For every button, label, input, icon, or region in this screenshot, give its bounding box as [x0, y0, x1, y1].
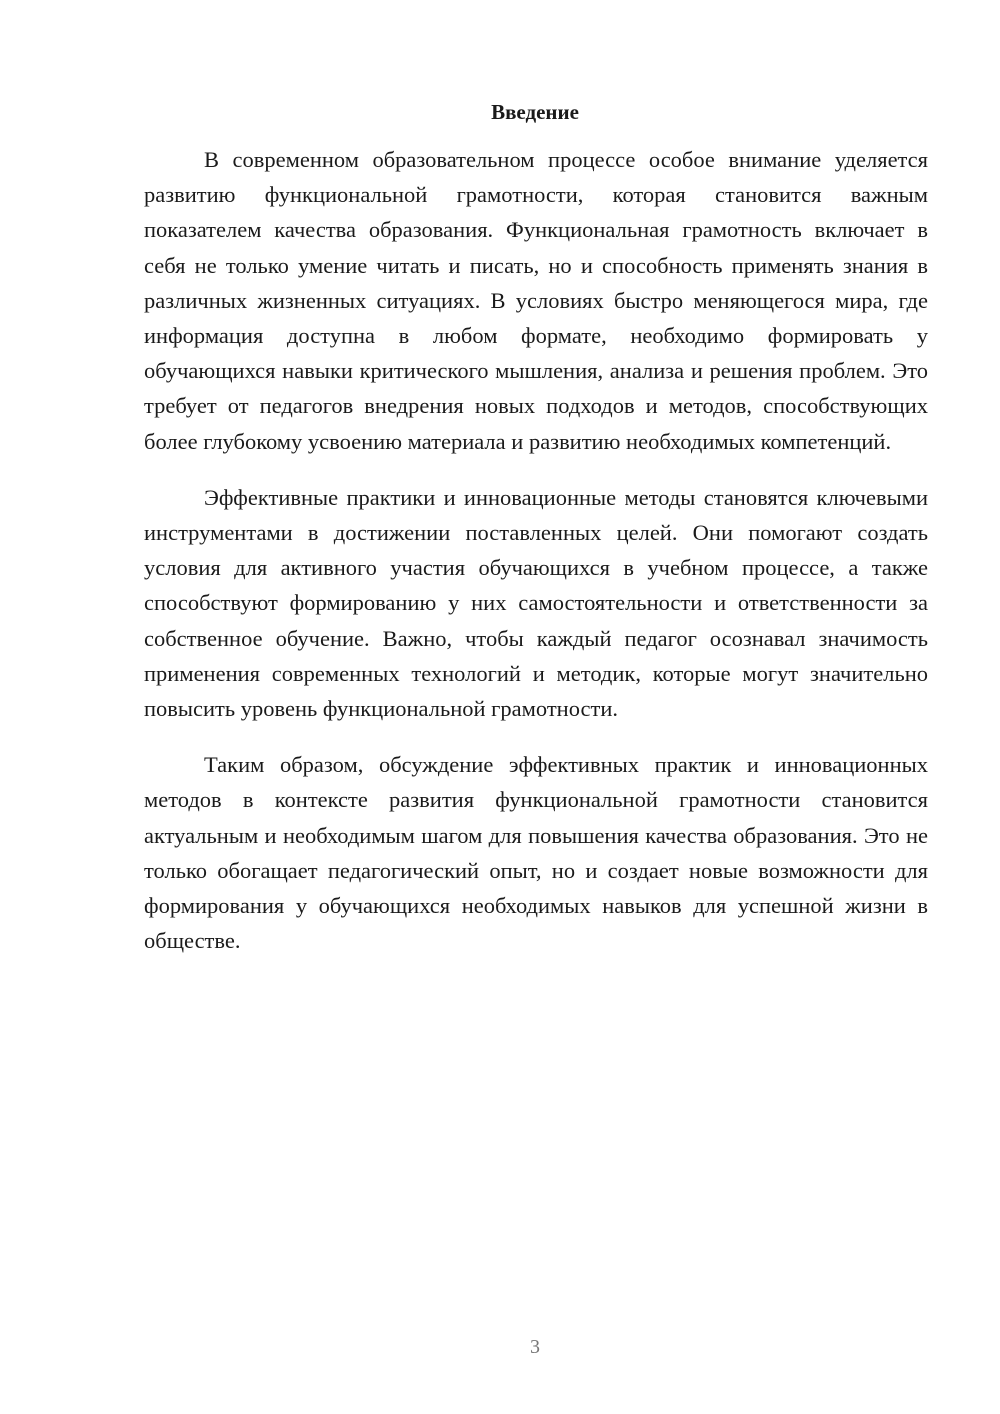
section-title: Введение [491, 100, 579, 124]
paragraph-2: Эффективные практики и инновационные методы становятся ключевыми инструментами в достижении поставленных целей. Они помогают создать условия для активного участия обучающихся в учебном процессе, а также способствуют формированию у них самостоятельности и ответственности за собственное обучение. Важно, чтобы каждый педагог осознавал значимость применения современных технологий и методик, которые могут значительно повысить уровень функциональной грамотности. [144, 484, 928, 722]
paragraph-3: Таким образом, обсуждение эффективных практик и инновационных методов в контексте развития функциональной грамотности становится актуальным и необходимым шагом для повышения качества образования. Это не только обогащает педагогический опыт, но и создает новые возможности для формирования у обучающихся необходимых навыков для успешной жизни в обществе. [144, 752, 928, 954]
body-text [144, 142, 928, 979]
paragraph-1: В современном образовательном процессе особое внимание уделяется развитию функциональной грамотности, которая становится важным показателем качества образования. Функциональная грамотность включает в себя не только умение читать и писать, но и способность применять знания в различных жизненных ситуациях. В условиях быстро меняющегося мира, где информация доступна в любом формате, необходимо формировать у обучающихся навыки критического мышления, анализа и решения проблем. Это требует от педагогов внедрения новых подходов и методов, способствующих более глубокому усвоению материала и развитию необходимых компетенций. [144, 147, 928, 454]
page-number: 3 [530, 1336, 540, 1358]
